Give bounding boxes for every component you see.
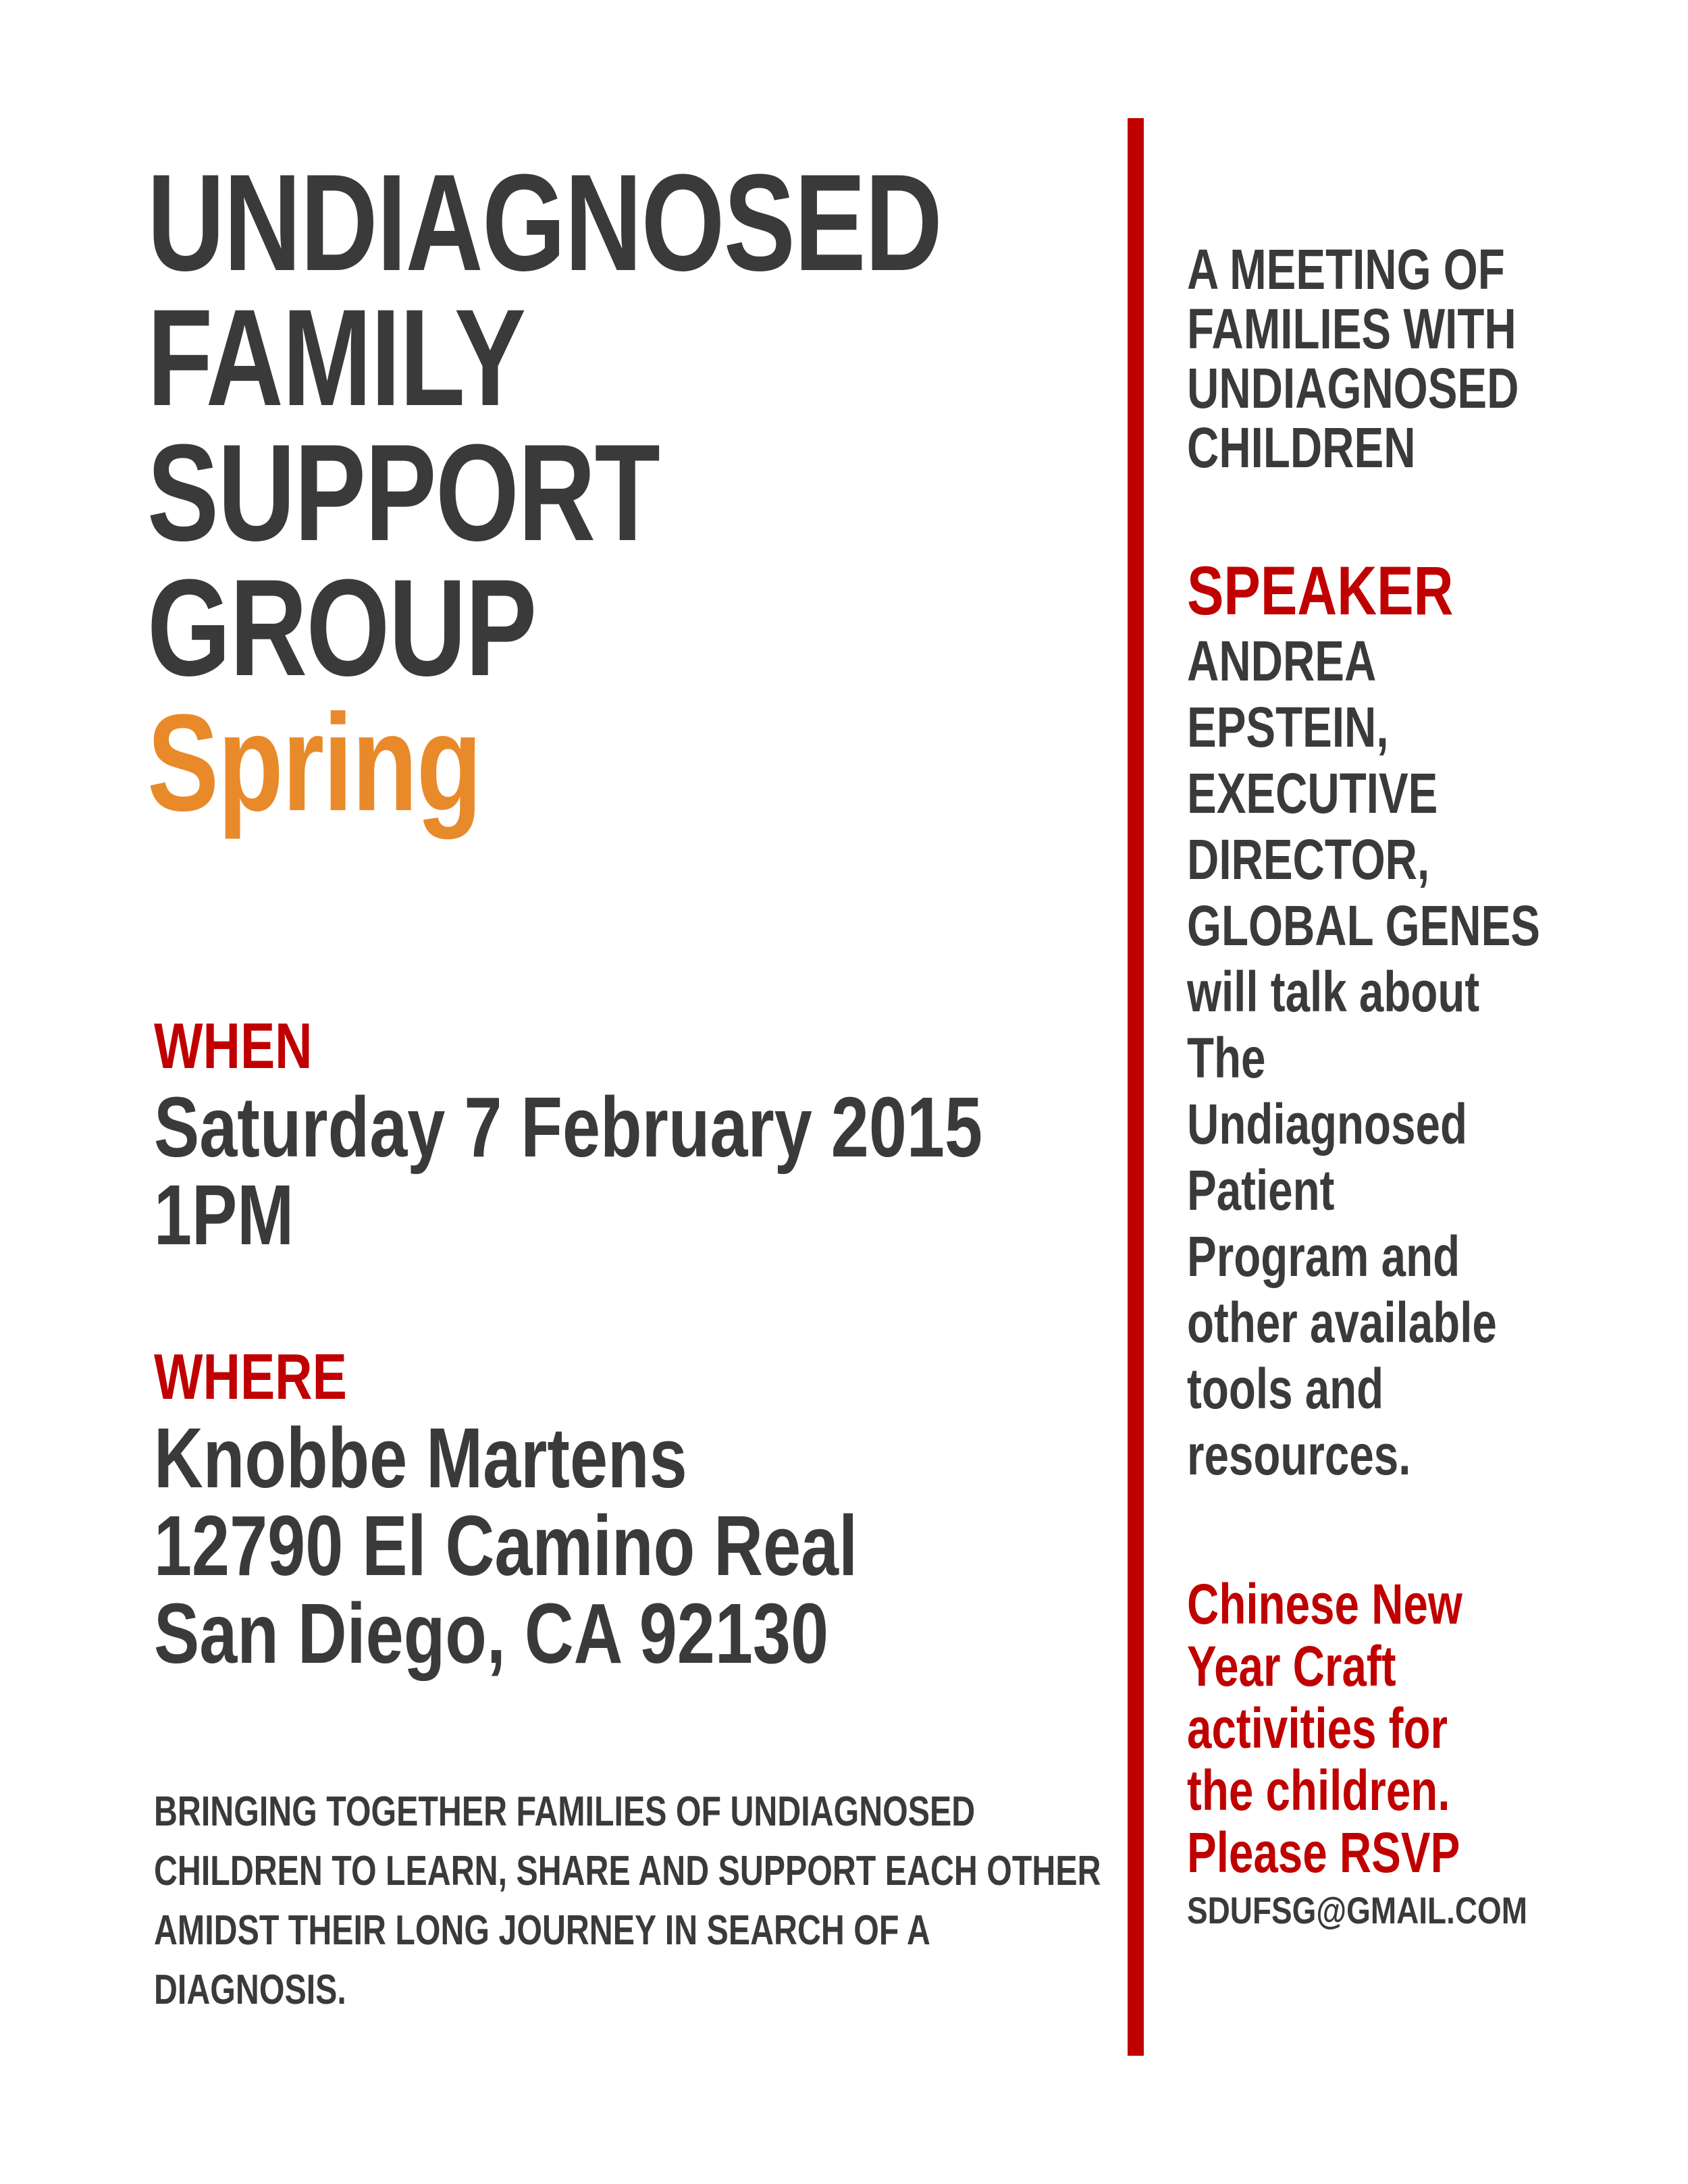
sidebar-speaker: [1187, 554, 1640, 1488]
intro-line-2: FAMILIES WITH: [1187, 297, 1516, 361]
season-label: Spring: [147, 686, 481, 840]
venue-street: 12790 El Camino Real: [154, 1498, 858, 1593]
speaker-line-2: EPSTEIN,: [1187, 695, 1389, 759]
speaker-line-4: DIRECTOR,: [1187, 828, 1430, 891]
speaker-line-10: Program and: [1187, 1225, 1460, 1288]
activity-line-4: the children.: [1187, 1759, 1450, 1822]
speaker-line-11: other available: [1187, 1291, 1497, 1354]
title-line-2: FAMILY: [147, 281, 525, 435]
speaker-line-1: ANDREA: [1187, 629, 1377, 693]
speaker-label: SPEAKER: [1187, 552, 1454, 629]
speaker-line-9: Patient: [1187, 1158, 1335, 1222]
title-line-1: UNDIAGNOSED: [147, 146, 942, 300]
tagline: [154, 1782, 1368, 2020]
red-divider: [1128, 118, 1144, 2056]
when-section: [154, 1009, 1190, 1262]
where-section: [154, 1340, 1034, 1681]
venue-city: San Diego, CA 92130: [154, 1586, 829, 1681]
sidebar-activities: [1187, 1573, 1602, 1938]
intro-line-1: A MEETING OF: [1187, 238, 1505, 301]
speaker-line-5: GLOBAL GENES: [1187, 894, 1541, 957]
sidebar-intro: [1187, 240, 1612, 477]
venue-name: Knobbe Martens: [154, 1410, 687, 1506]
speaker-line-12: tools and: [1187, 1357, 1384, 1420]
activity-line-2: Year Craft: [1187, 1634, 1396, 1698]
speaker-line-8: Undiagnosed: [1187, 1092, 1467, 1156]
tagline-line-1: BRINGING TOGETHER FAMILIES OF UNDIAGNOSED: [154, 1788, 976, 1835]
speaker-line-3: EXECUTIVE: [1187, 762, 1438, 825]
where-label: WHERE: [154, 1341, 347, 1413]
rsvp-line: Please RSVP: [1187, 1821, 1460, 1884]
title-line-3: SUPPORT: [147, 416, 660, 570]
title-line-4: GROUP: [147, 551, 536, 705]
tagline-line-3: AMIDST THEIR LONG JOURNEY IN SEARCH OF A: [154, 1907, 930, 1954]
activity-line-1: Chinese New: [1187, 1572, 1462, 1636]
activity-line-3: activities for: [1187, 1697, 1448, 1760]
main-title: [147, 146, 1165, 840]
event-time: 1PM: [154, 1167, 294, 1262]
event-date: Saturday 7 February 2015: [154, 1080, 983, 1175]
tagline-line-2: CHILDREN TO LEARN, SHARE AND SUPPORT EACH OTHER: [154, 1848, 1101, 1894]
speaker-line-6: will talk about: [1187, 960, 1480, 1023]
intro-line-4: CHILDREN: [1187, 416, 1416, 479]
tagline-line-4: DIAGNOSIS.: [154, 1967, 346, 2013]
speaker-line-7: The: [1187, 1026, 1266, 1090]
speaker-line-13: resources.: [1187, 1423, 1411, 1487]
rsvp-email[interactable]: SDUFSG@GMAIL.COM: [1187, 1889, 1527, 1932]
when-label: WHEN: [154, 1010, 313, 1082]
intro-line-3: UNDIAGNOSED: [1187, 356, 1519, 420]
